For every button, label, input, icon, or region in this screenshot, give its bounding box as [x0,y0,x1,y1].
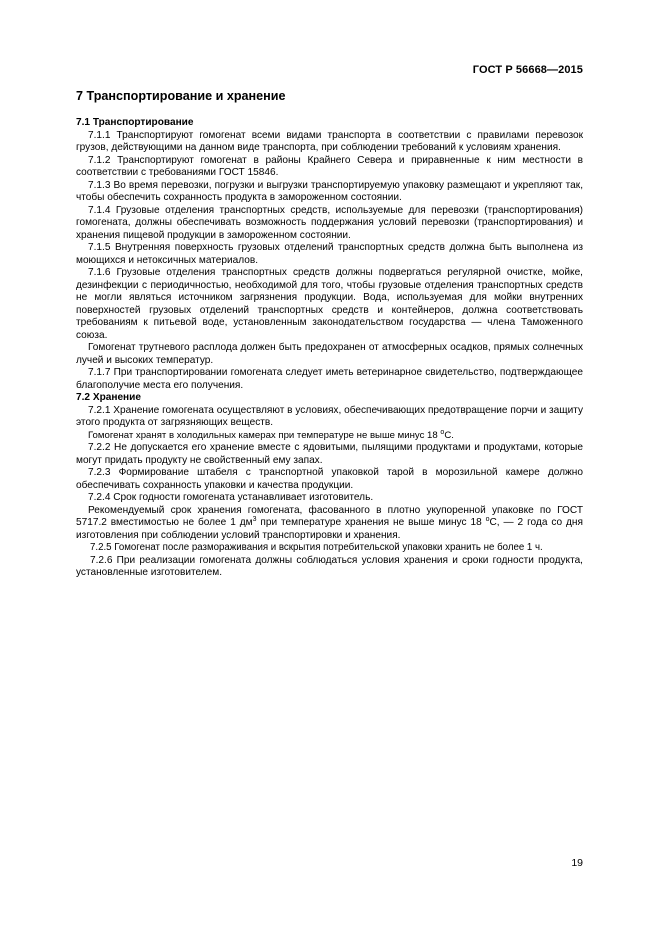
paragraph-7-2-3: 7.2.3 Формирование штабеля с транспортной упаковкой тарой в морозильной камере должно обеспечивать сохранность упаковки и качества продукции. [76,467,583,491]
subsection-title-transport: 7.1 Транспортирование [76,117,194,128]
document-code: ГОСТ Р 56668—2015 [472,64,583,76]
paragraph-7-1-3: 7.1.3 Во время перевозки, погрузки и выгрузки транспортируемую упаковку размещают и укрепляют так, чтобы обеспечить сохранность продукта в замороженном состоянии. [76,179,583,203]
paragraph-7-1-7: 7.1.7 При транспортировании гомогената следует иметь ветеринарное свидетельство, подтверждающее благополучие места его получения. [76,367,583,391]
section-title: 7 Транспортирование и хранение [76,89,286,103]
page-number: 19 [571,857,583,869]
paragraph-7-2-6: 7.2.6 При реализации гомогената должны соблюдаться условия хранения и сроки годности продукта, установленные изготовителем. [76,554,583,578]
paragraph-7-1-2: 7.1.2 Транспортируют гомогенат в районы Крайнего Севера и приравненные к ним местности в соответствии с требованиями ГОСТ 15846. [76,154,583,178]
paragraph-drone-brood: Гомогенат трутневого расплода должен быть предохранен от атмосферных осадков, прямых солнечных лучей и высоких температур. [76,342,583,366]
subsection-title-storage: 7.2 Хранение [76,392,141,403]
paragraph-7-2-1: 7.2.1 Хранение гомогената осуществляют в условиях, обеспечивающих предотвращение порчи и защиту этого продукта от загрязняющих веществ. [76,404,583,428]
paragraph-7-1-1: 7.1.1 Транспортируют гомогенат всеми видами транспорта в соответствии с правилами перевозок грузов, действующими на данном виде транспорта, при соблюдении требований к условиям хранения. [76,129,583,153]
document-body [76,117,583,580]
paragraph-7-1-5: 7.1.5 Внутренняя поверхность грузовых отделений транспортных средств должна быть выполнена из моющихся и нетоксичных материалов. [76,242,583,266]
paragraph-7-1-4: 7.1.4 Грузовые отделения транспортных средств, используемые для перевозки (транспортирования) гомогената, должны обеспечивать возможность поддержания условий перевозки (транспортирования) и хранения пищевой продукции в замороженном состоянии. [76,204,583,241]
paragraph-cold-storage: Гомогенат хранят в холодильных камерах при температуре не выше минус 18 $^о$С. [88,428,454,441]
paragraph-7-2-4: 7.2.4 Срок годности гомогената устанавливает изготовитель. [88,492,374,503]
paragraph-7-2-5: 7.2.5 Гомогенат после размораживания и вскрытия потребительской упаковки хранить не более 1 ч. [90,542,543,553]
paragraph-7-2-2: 7.2.2 Не допускается его хранение вместе с ядовитыми, пылящими продуктами и продуктами, которые могут придать продукту не свойственный ему запах. [76,442,583,466]
paragraph-7-1-6: 7.1.6 Грузовые отделения транспортных средств должны подвергаться регулярной очистке, мойке, дезинфекции с периодичностью, необходимой для того, чтобы грузовые отделения транспортных средств не могли являться источником загрязнения продукции. Вода, используемая для мойки внутренних поверхностей грузовых отделений транспортных средств и контейнеров, должна соответствовать требованиям к питьевой воде, установленным законодательством государства — члена Таможенного союза. [76,267,583,341]
paragraph-recommended-term: Рекомендуемый срок хранения гомогената, фасованного в плотно укупоренной упаковке по ГОСТ 5717.2 вместимостью не более 1 $дм^3$ при температуре хранения не выше минус 18 $^о$С, — 2 года со дня изготовления при соблюдении условий транспортировки и хранения. [76,504,583,541]
